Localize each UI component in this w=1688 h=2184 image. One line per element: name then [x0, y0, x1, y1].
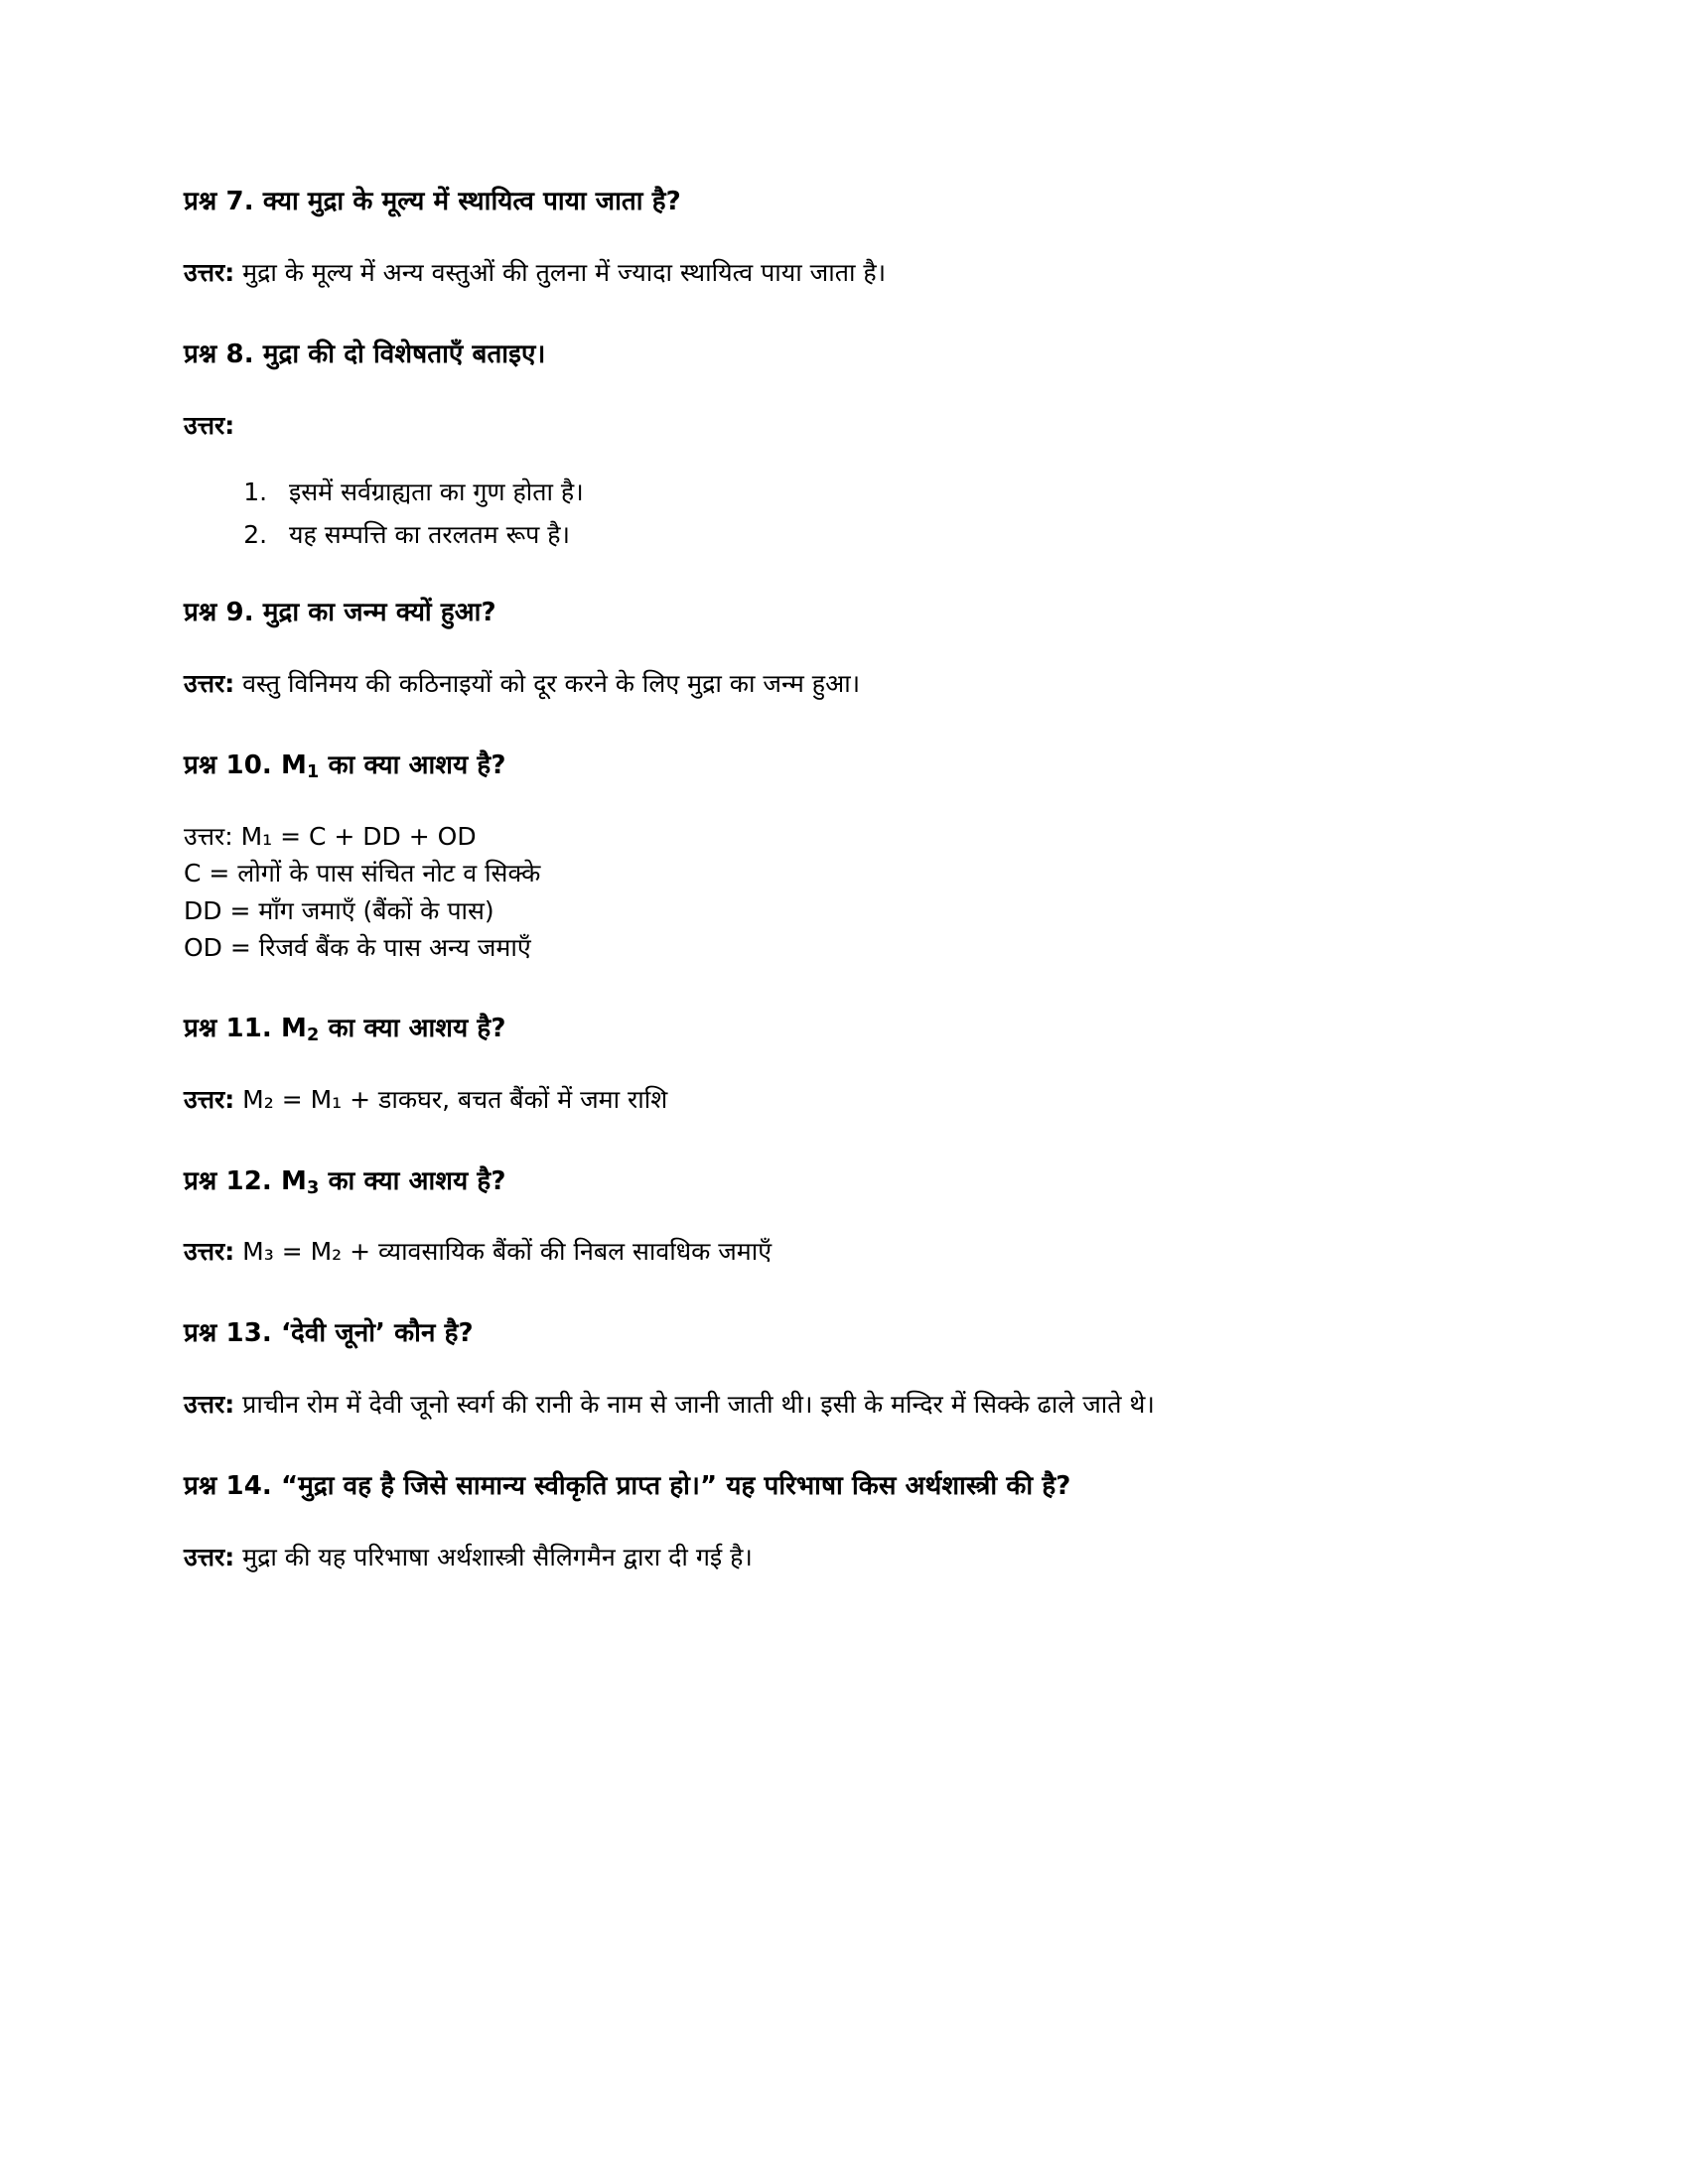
question-prefix-q12: प्रश्न 12.: [184, 1165, 272, 1196]
question-prefix-q9: प्रश्न 9.: [184, 598, 254, 628]
qa-block-q12: [184, 1163, 1519, 1273]
question-prefix-q10: प्रश्न 10.: [184, 750, 272, 780]
qa-block-q7: [184, 184, 1519, 293]
question-prefix-q8: प्रश्न 8.: [184, 339, 254, 369]
formula-line-2: C = लोगों के पास संचित नोट व सिक्के: [184, 859, 541, 888]
qa-block-q9: [184, 595, 1519, 704]
qa-block-q10: [184, 748, 1519, 967]
answer-label-q10: उत्तर:: [184, 821, 233, 851]
answer-label-q11: उत्तर:: [184, 1084, 235, 1114]
answer-text-q13: प्राचीन रोम में देवी जूनो स्वर्ग की रानी के नाम से जानी जाती थी। इसी के मन्दिर में सिक्के ढाले जाते थे।: [242, 1390, 1155, 1420]
question-heading-q12: [184, 1163, 1519, 1200]
formula-line-3: DD = माँग जमाएँ (बैंकों के पास): [184, 895, 494, 925]
question-heading-q14: [184, 1468, 1519, 1505]
question-text-q11: का क्या आशय है?: [328, 1013, 506, 1043]
question-text-q9: मुद्रा का जन्म क्यों हुआ?: [262, 598, 496, 628]
formula-line-4: OD = रिजर्व बैंक के पास अन्य जमाएँ: [184, 933, 531, 963]
question-heading-q10: [184, 748, 1519, 784]
answer-label-q13: उत्तर:: [184, 1390, 235, 1420]
question-symbol-q11: M: [281, 1013, 308, 1043]
question-text-q12: का क्या आशय है?: [328, 1165, 506, 1196]
answer-paragraph-q13: [184, 1386, 1519, 1425]
question-heading-q9: [184, 595, 1519, 631]
question-text-q13: ‘देवी जूनो’ कौन है?: [281, 1318, 474, 1349]
answer-text-q12: M₃ = M₂ + व्यावसायिक बैंकों की निबल सावधिक जमाएँ: [242, 1237, 773, 1267]
qa-block-q8: [184, 337, 1519, 556]
formula-line-1: [184, 818, 1519, 856]
qa-block-q14: [184, 1468, 1519, 1577]
answer-formula-block-q10: [184, 818, 1519, 967]
question-heading-q8: [184, 337, 1519, 373]
question-text-q7: क्या मुद्रा के मूल्य में स्थायित्व पाया जाता है?: [262, 187, 681, 216]
question-heading-q11: [184, 1011, 1519, 1047]
answer-label-q9: उत्तर:: [184, 669, 235, 699]
answer-paragraph-q14: [184, 1539, 1519, 1577]
question-prefix-q13: प्रश्न 13.: [184, 1318, 272, 1349]
question-subscript-q12: 3: [307, 1177, 320, 1198]
question-heading-q13: [184, 1315, 1519, 1352]
question-prefix-q7: प्रश्न 7.: [184, 187, 254, 216]
formula-text-1: M₁ = C + DD + OD: [240, 821, 477, 851]
answer-paragraph-q9: [184, 665, 1519, 704]
qa-block-q11: [184, 1011, 1519, 1120]
question-text-q8: मुद्रा की दो विशेषताएँ बताइए।: [262, 339, 546, 369]
question-text-q14: “मुद्रा वह है जिसे सामान्य स्वीकृति प्राप्त हो।” यह परिभाषा किस अर्थशास्त्री की है?: [281, 1470, 1071, 1501]
answer-text-q7: मुद्रा के मूल्य में अन्य वस्तुओं की तुलना में ज्यादा स्थायित्व पाया जाता है।: [242, 257, 887, 287]
answer-label-q7: उत्तर:: [184, 257, 235, 287]
list-item: 2. यह सम्पत्ति का तरलतम रूप है।: [275, 515, 1519, 556]
qa-block-q13: [184, 1315, 1519, 1425]
question-subscript-q10: 1: [307, 761, 320, 782]
answer-text-q11: M₂ = M₁ + डाकघर, बचत बैंकों में जमा राशि: [242, 1084, 668, 1114]
answer-paragraph-q11: [184, 1081, 1519, 1120]
question-prefix-q14: प्रश्न 14.: [184, 1470, 272, 1501]
question-heading-q7: [184, 184, 1519, 220]
answer-label-q12: उत्तर:: [184, 1237, 235, 1267]
page-bottom-whitespace: [184, 1621, 1519, 1800]
question-subscript-q11: 2: [307, 1024, 320, 1045]
answer-label-q8: उत्तर:: [184, 410, 235, 440]
feature-list-q8: [184, 473, 1519, 555]
answer-label-q14: उत्तर:: [184, 1542, 235, 1571]
answer-paragraph-q12: [184, 1233, 1519, 1272]
answer-text-q9: वस्तु विनिमय की कठिनाइयों को दूर करने के लिए मुद्रा का जन्म हुआ।: [242, 669, 861, 699]
answer-paragraph-q8: [184, 407, 1519, 446]
question-text-q10: का क्या आशय है?: [328, 750, 506, 780]
question-symbol-q12: M: [281, 1165, 308, 1196]
answer-paragraph-q7: [184, 254, 1519, 293]
question-symbol-q10: M: [281, 750, 308, 780]
question-prefix-q11: प्रश्न 11.: [184, 1013, 272, 1043]
list-item: 1. इसमें सर्वग्राह्यता का गुण होता है।: [275, 473, 1519, 513]
answer-text-q14: मुद्रा की यह परिभाषा अर्थशास्त्री सैलिगमैन द्वारा दी गई है।: [242, 1542, 753, 1571]
